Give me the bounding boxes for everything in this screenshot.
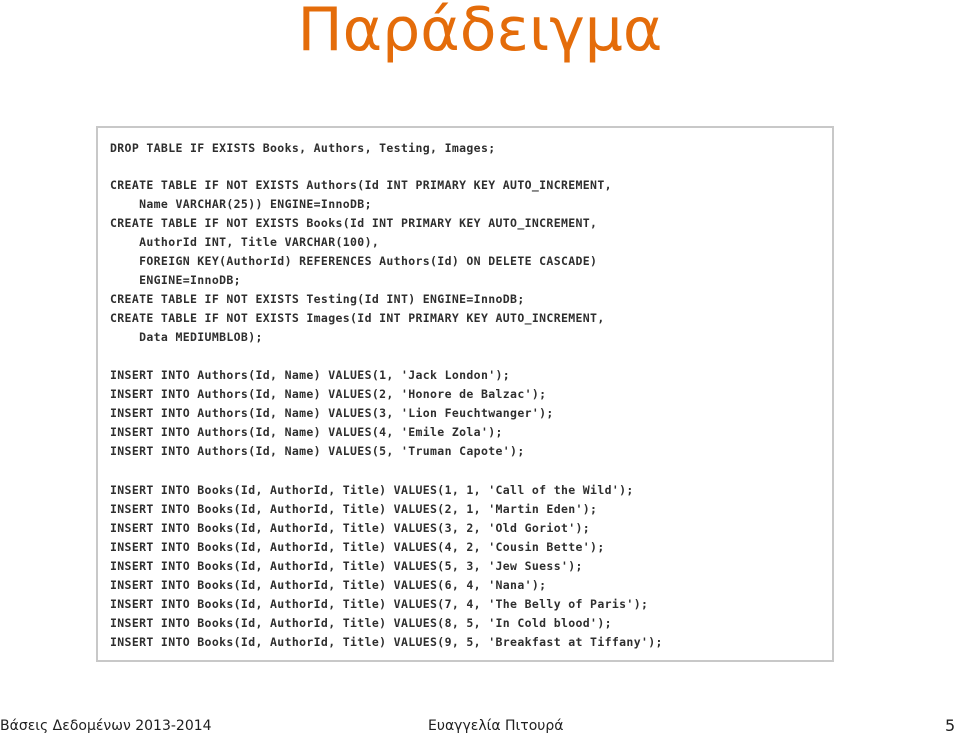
- code-line: INSERT INTO Books(Id, AuthorId, Title) VALUES(1, 1, 'Call of the Wild');: [110, 483, 634, 497]
- code-line: CREATE TABLE IF NOT EXISTS Books(Id INT PRIMARY KEY AUTO_INCREMENT,: [110, 216, 598, 230]
- sql-code-screenshot: [96, 126, 834, 662]
- code-line: INSERT INTO Authors(Id, Name) VALUES(4, 'Emile Zola');: [110, 425, 503, 439]
- code-line: AuthorId INT, Title VARCHAR(100),: [110, 235, 380, 249]
- code-line: INSERT INTO Authors(Id, Name) VALUES(3, 'Lion Feuchtwanger');: [110, 406, 554, 420]
- code-line: CREATE TABLE IF NOT EXISTS Authors(Id INT PRIMARY KEY AUTO_INCREMENT,: [110, 178, 612, 192]
- code-line: Name VARCHAR(25)) ENGINE=InnoDB;: [110, 197, 372, 211]
- code-line: INSERT INTO Books(Id, AuthorId, Title) VALUES(2, 1, 'Martin Eden');: [110, 502, 598, 516]
- code-line: CREATE TABLE IF NOT EXISTS Testing(Id INT) ENGINE=InnoDB;: [110, 292, 525, 306]
- code-line: INSERT INTO Books(Id, AuthorId, Title) VALUES(6, 4, 'Nana');: [110, 578, 547, 592]
- footer-author: Ευαγγελία Πιτουρά: [428, 718, 564, 734]
- code-line: Data MEDIUMBLOB);: [110, 330, 263, 344]
- code-line: INSERT INTO Authors(Id, Name) VALUES(1, 'Jack London');: [110, 368, 511, 382]
- code-line: INSERT INTO Books(Id, AuthorId, Title) VALUES(3, 2, 'Old Goriot');: [110, 521, 591, 535]
- code-line: INSERT INTO Authors(Id, Name) VALUES(2, 'Honore de Balzac');: [110, 387, 547, 401]
- code-line: FOREIGN KEY(AuthorId) REFERENCES Authors(Id) ON DELETE CASCADE): [110, 254, 598, 268]
- page-number: 5: [945, 716, 956, 735]
- slide-title: Παράδειγμα: [297, 0, 663, 65]
- code-line: INSERT INTO Books(Id, AuthorId, Title) VALUES(4, 2, 'Cousin Bette');: [110, 540, 605, 554]
- code-line: CREATE TABLE IF NOT EXISTS Images(Id INT PRIMARY KEY AUTO_INCREMENT,: [110, 311, 605, 325]
- code-line: INSERT INTO Books(Id, AuthorId, Title) VALUES(7, 4, 'The Belly of Paris');: [110, 597, 649, 611]
- code-line: ENGINE=InnoDB;: [110, 273, 241, 287]
- code-line: INSERT INTO Authors(Id, Name) VALUES(5, 'Truman Capote');: [110, 444, 525, 458]
- code-line: INSERT INTO Books(Id, AuthorId, Title) VALUES(9, 5, 'Breakfast at Tiffany');: [110, 635, 663, 649]
- code-line: INSERT INTO Books(Id, AuthorId, Title) VALUES(5, 3, 'Jew Suess');: [110, 559, 583, 573]
- code-line: INSERT INTO Books(Id, AuthorId, Title) VALUES(8, 5, 'In Cold blood');: [110, 616, 612, 630]
- footer-course-name: Βάσεις Δεδομένων 2013-2014: [0, 718, 212, 734]
- code-line: DROP TABLE IF EXISTS Books, Authors, Testing, Images;: [110, 141, 496, 155]
